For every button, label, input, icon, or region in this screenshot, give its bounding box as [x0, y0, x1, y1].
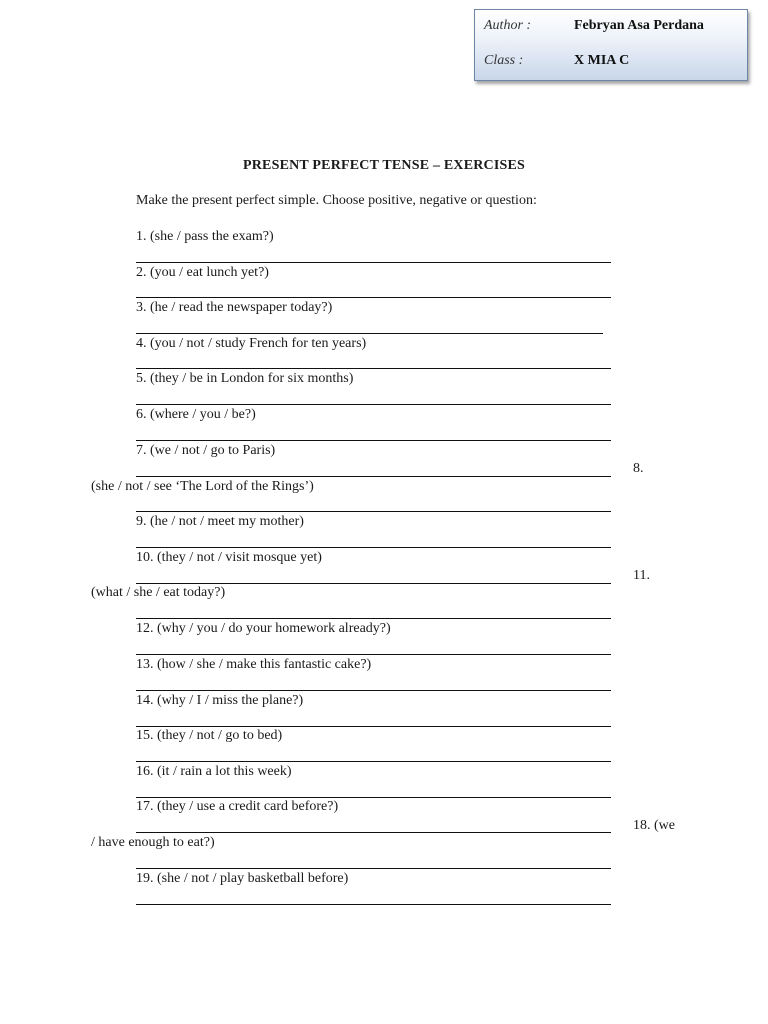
answer-line-14 — [136, 726, 611, 727]
exercise-item-12: 12. (why / you / do your homework already?) — [136, 621, 391, 636]
answer-line-2 — [136, 297, 611, 298]
exercise-item-11: (what / she / eat today?) — [91, 585, 226, 600]
exercise-item-10: 10. (they / not / visit mosque yet) — [136, 550, 322, 565]
answer-line-15 — [136, 761, 611, 762]
exercise-item-15: 15. (they / not / go to bed) — [136, 728, 283, 743]
exercise-item-3: 3. (he / read the newspaper today?) — [136, 300, 333, 315]
class-label: Class : — [484, 53, 524, 68]
author-info-box — [474, 9, 748, 81]
exercise-item-7: 7. (we / not / go to Paris) — [136, 443, 276, 458]
answer-line-4 — [136, 368, 611, 369]
answer-line-6 — [136, 440, 611, 441]
answer-line-16 — [136, 797, 611, 798]
exercise-item-5: 5. (they / be in London for six months) — [136, 371, 354, 386]
exercise-item-6: 6. (where / you / be?) — [136, 407, 256, 422]
exercise-item-18-number: 18. (we — [633, 818, 675, 833]
exercise-item-1: 1. (she / pass the exam?) — [136, 229, 274, 244]
exercise-item-11-number: 11. — [633, 568, 650, 583]
answer-line-8 — [136, 511, 611, 512]
answer-line-17 — [136, 832, 611, 833]
author-value: Febryan Asa Perdana — [574, 18, 704, 33]
exercise-item-2: 2. (you / eat lunch yet?) — [136, 265, 269, 280]
answer-line-10 — [136, 583, 611, 584]
exercise-item-18: / have enough to eat?) — [91, 835, 215, 850]
answer-line-3 — [136, 333, 603, 334]
answer-line-12 — [136, 654, 611, 655]
class-value: X MIA C — [574, 53, 630, 68]
answer-line-19 — [136, 904, 611, 905]
instruction-text: Make the present perfect simple. Choose positive, negative or question: — [136, 193, 537, 208]
author-label: Author : — [484, 18, 532, 33]
exercise-item-14: 14. (why / I / miss the plane?) — [136, 693, 304, 708]
exercise-item-19: 19. (she / not / play basketball before) — [136, 871, 349, 886]
answer-line-5 — [136, 404, 611, 405]
exercise-item-8-number: 8. — [633, 461, 644, 476]
exercise-item-4: 4. (you / not / study French for ten years) — [136, 336, 367, 351]
exercise-item-17: 17. (they / use a credit card before?) — [136, 799, 339, 814]
answer-line-13 — [136, 690, 611, 691]
answer-line-11 — [136, 618, 611, 619]
exercise-item-16: 16. (it / rain a lot this week) — [136, 764, 292, 779]
exercise-item-9: 9. (he / not / meet my mother) — [136, 514, 304, 529]
exercise-item-8: (she / not / see ‘The Lord of the Rings’) — [91, 479, 314, 494]
answer-line-1 — [136, 262, 611, 263]
page-title: PRESENT PERFECT TENSE – EXERCISES — [242, 158, 526, 173]
answer-line-9 — [136, 547, 611, 548]
answer-line-7 — [136, 476, 611, 477]
exercise-item-13: 13. (how / she / make this fantastic cake?) — [136, 657, 372, 672]
answer-line-18 — [136, 868, 611, 869]
